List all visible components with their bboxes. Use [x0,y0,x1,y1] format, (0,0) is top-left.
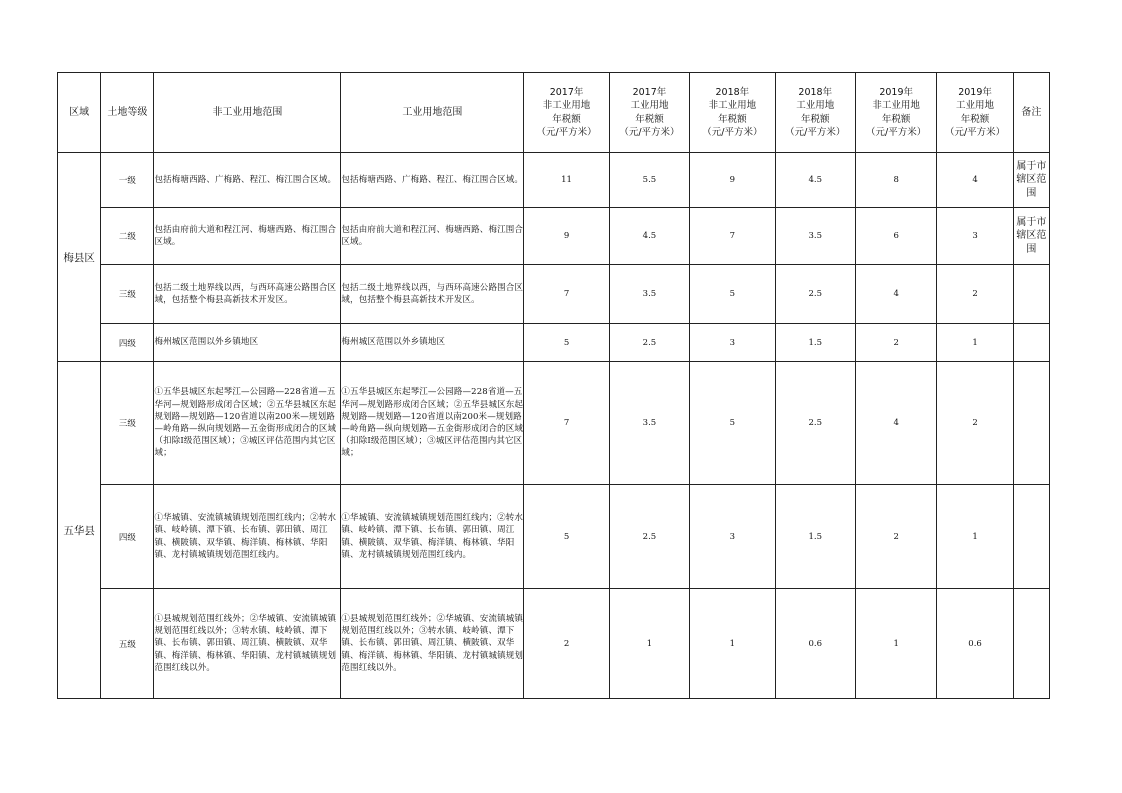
header-non-industrial-scope: 非工业用地范围 [154,73,341,153]
industrial-scope-cell: ①五华县城区东起琴江—公园路—228省道—五华河—规划路形成闭合区域；②五华县城区东起规划路—规划路—120省道以南200米—规划路—岭角路—纵向规划路—五金街形成闭合的区域（扣除Ⅰ级范围区域）；③城区评估范围内其它区域； [341,362,524,485]
tax-2018-industrial: 0.6 [775,589,855,699]
tax-2018-non-industrial: 3 [690,485,775,589]
non-industrial-scope-cell: 梅州城区范围以外乡镇地区 [154,324,341,362]
industrial-scope-cell: 包括二级土地界线以西，与西环高速公路围合区域，包括整个梅县高新技术开发区。 [341,265,524,324]
header-2019-industrial: 2019年 工业用地 年税额 （元/平方米） [937,73,1013,153]
tax-2017-non-industrial: 5 [524,485,609,589]
tax-2019-non-industrial: 8 [855,153,936,208]
region-cell-meixian: 梅县区 [58,153,101,362]
tax-2017-non-industrial: 9 [524,208,609,265]
non-industrial-scope-cell: ①县城规划范围红线外；②华城镇、安流镇城镇规划范围红线以外；③转水镇、岐岭镇、潭下镇、长布镇、郭田镇、周江镇、横陂镇、双华镇、梅洋镇、梅林镇、华阳镇、龙村镇城镇规划范围红线以外。 [154,589,341,699]
tax-2019-industrial: 3 [937,208,1013,265]
grade-cell: 一级 [101,153,154,208]
tax-2019-non-industrial: 6 [855,208,936,265]
grade-cell: 三级 [101,265,154,324]
table-row [58,265,1050,324]
tax-2019-non-industrial: 2 [855,485,936,589]
tax-2017-non-industrial: 7 [524,362,609,485]
tax-2017-non-industrial: 2 [524,589,609,699]
tax-2017-industrial: 5.5 [609,153,689,208]
tax-2017-industrial: 3.5 [609,265,689,324]
table-row [58,362,1050,485]
tax-2017-non-industrial: 11 [524,153,609,208]
grade-cell: 四级 [101,485,154,589]
tax-2019-industrial: 1 [937,324,1013,362]
tax-2017-non-industrial: 5 [524,324,609,362]
tax-2019-industrial: 1 [937,485,1013,589]
industrial-scope-cell: ①华城镇、安流镇城镇规划范围红线内；②转水镇、岐岭镇、潭下镇、长布镇、郭田镇、周江镇、横陂镇、双华镇、梅洋镇、梅林镇、华阳镇、龙村镇城镇规划范围红线内。 [341,485,524,589]
non-industrial-scope-cell: 包括二级土地界线以西，与西环高速公路围合区域，包括整个梅县高新技术开发区。 [154,265,341,324]
table-row [58,208,1050,265]
note-cell [1013,265,1049,324]
grade-cell: 二级 [101,208,154,265]
tax-2019-non-industrial: 4 [855,265,936,324]
tax-2018-non-industrial: 5 [690,362,775,485]
non-industrial-scope-cell: 包括由府前大道和程江河、梅塘西路、梅江围合区域。 [154,208,341,265]
tax-2019-industrial: 2 [937,265,1013,324]
header-2019-non-industrial: 2019年 非工业用地 年税额 （元/平方米） [855,73,936,153]
land-tax-table [57,72,1050,699]
tax-2018-industrial: 2.5 [775,362,855,485]
tax-2018-industrial: 1.5 [775,485,855,589]
tax-2018-industrial: 1.5 [775,324,855,362]
tax-2017-industrial: 2.5 [609,324,689,362]
tax-2018-industrial: 3.5 [775,208,855,265]
note-cell [1013,589,1049,699]
industrial-scope-cell: 梅州城区范围以外乡镇地区 [341,324,524,362]
industrial-scope-cell: 包括梅塘西路、广梅路、程江、梅江围合区域。 [341,153,524,208]
non-industrial-scope-cell: 包括梅塘西路、广梅路、程江、梅江围合区域。 [154,153,341,208]
tax-2018-non-industrial: 9 [690,153,775,208]
tax-2017-industrial: 4.5 [609,208,689,265]
header-industrial-scope: 工业用地范围 [341,73,524,153]
tax-2019-non-industrial: 2 [855,324,936,362]
header-2017-non-industrial: 2017年 非工业用地 年税额 （元/平方米） [524,73,609,153]
tax-2019-industrial: 0.6 [937,589,1013,699]
tax-2018-non-industrial: 7 [690,208,775,265]
industrial-scope-cell: ①县城规划范围红线外；②华城镇、安流镇城镇规划范围红线以外；③转水镇、岐岭镇、潭下镇、长布镇、郭田镇、周江镇、横陂镇、双华镇、梅洋镇、梅林镇、华阳镇、龙村镇城镇规划范围红线以外。 [341,589,524,699]
note-cell: 属于市辖区范围 [1013,208,1049,265]
header-grade: 土地等级 [101,73,154,153]
table-row [58,153,1050,208]
industrial-scope-cell: 包括由府前大道和程江河、梅塘西路、梅江围合区域。 [341,208,524,265]
grade-cell: 五级 [101,589,154,699]
table-row [58,324,1050,362]
table-row [58,485,1050,589]
header-row [58,73,1050,153]
tax-2018-non-industrial: 3 [690,324,775,362]
header-region: 区域 [58,73,101,153]
non-industrial-scope-cell: ①五华县城区东起琴江—公园路—228省道—五华河—规划路形成闭合区域；②五华县城区东起规划路—规划路—120省道以南200米—规划路—岭角路—纵向规划路—五金街形成闭合的区域（扣除Ⅰ级范围区域）；③城区评估范围内其它区域； [154,362,341,485]
tax-2018-non-industrial: 1 [690,589,775,699]
tax-2017-industrial: 1 [609,589,689,699]
table-row [58,589,1050,699]
note-cell [1013,485,1049,589]
grade-cell: 三级 [101,362,154,485]
header-note: 备注 [1013,73,1049,153]
header-2017-industrial: 2017年 工业用地 年税额 （元/平方米） [609,73,689,153]
grade-cell: 四级 [101,324,154,362]
tax-2017-non-industrial: 7 [524,265,609,324]
tax-2018-industrial: 4.5 [775,153,855,208]
tax-2018-non-industrial: 5 [690,265,775,324]
tax-2019-non-industrial: 4 [855,362,936,485]
note-cell: 属于市辖区范围 [1013,153,1049,208]
tax-2019-non-industrial: 1 [855,589,936,699]
tax-2017-industrial: 3.5 [609,362,689,485]
tax-2019-industrial: 4 [937,153,1013,208]
header-2018-industrial: 2018年 工业用地 年税额 （元/平方米） [775,73,855,153]
tax-2018-industrial: 2.5 [775,265,855,324]
note-cell [1013,324,1049,362]
region-cell-wuhua: 五华县 [58,362,101,699]
header-2018-non-industrial: 2018年 非工业用地 年税额 （元/平方米） [690,73,775,153]
non-industrial-scope-cell: ①华城镇、安流镇城镇规划范围红线内；②转水镇、岐岭镇、潭下镇、长布镇、郭田镇、周江镇、横陂镇、双华镇、梅洋镇、梅林镇、华阳镇、龙村镇城镇规划范围红线内。 [154,485,341,589]
tax-2019-industrial: 2 [937,362,1013,485]
note-cell [1013,362,1049,485]
tax-2017-industrial: 2.5 [609,485,689,589]
